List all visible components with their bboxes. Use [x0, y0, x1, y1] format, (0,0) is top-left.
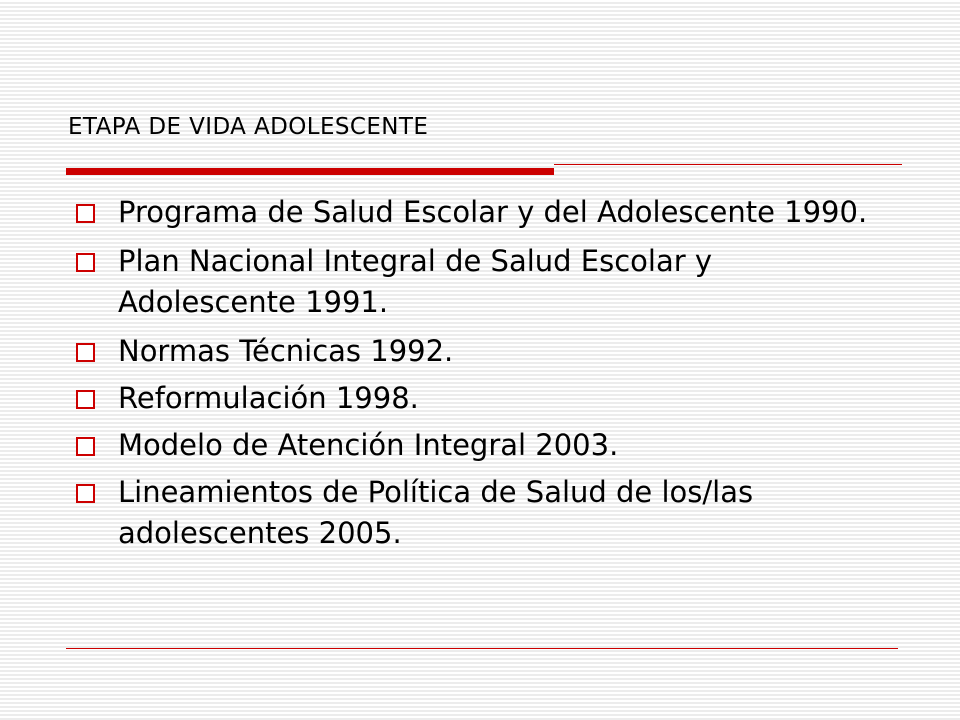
hollow-square-bullet-icon — [76, 390, 95, 409]
bullet-item — [76, 472, 896, 554]
bullet-item — [76, 378, 896, 419]
bullet-item — [76, 192, 896, 233]
hollow-square-bullet-icon — [76, 204, 95, 223]
bullet-text: Programa de Salud Escolar y del Adolescente 1990. — [118, 195, 868, 229]
bullet-list — [76, 192, 896, 562]
slide-title: ETAPA DE VIDA ADOLESCENTE — [68, 114, 429, 140]
footer-divider — [66, 648, 898, 649]
hollow-square-bullet-icon — [76, 343, 95, 362]
bullet-item — [76, 425, 896, 466]
bullet-item — [76, 241, 896, 323]
title-underline-thin — [554, 164, 902, 165]
bullet-text: Plan Nacional Integral de Salud Escolar y Adolescente 1991. — [118, 244, 713, 319]
title-underline-thick — [66, 168, 554, 175]
bullet-text: Modelo de Atención Integral 2003. — [118, 428, 619, 462]
hollow-square-bullet-icon — [76, 437, 95, 456]
hollow-square-bullet-icon — [76, 484, 95, 503]
hollow-square-bullet-icon — [76, 253, 95, 272]
bullet-text: Lineamientos de Política de Salud de los/las adolescentes 2005. — [118, 475, 754, 550]
bullet-text: Reformulación 1998. — [118, 381, 419, 415]
bullet-item — [76, 331, 896, 372]
bullet-text: Normas Técnicas 1992. — [118, 334, 454, 368]
